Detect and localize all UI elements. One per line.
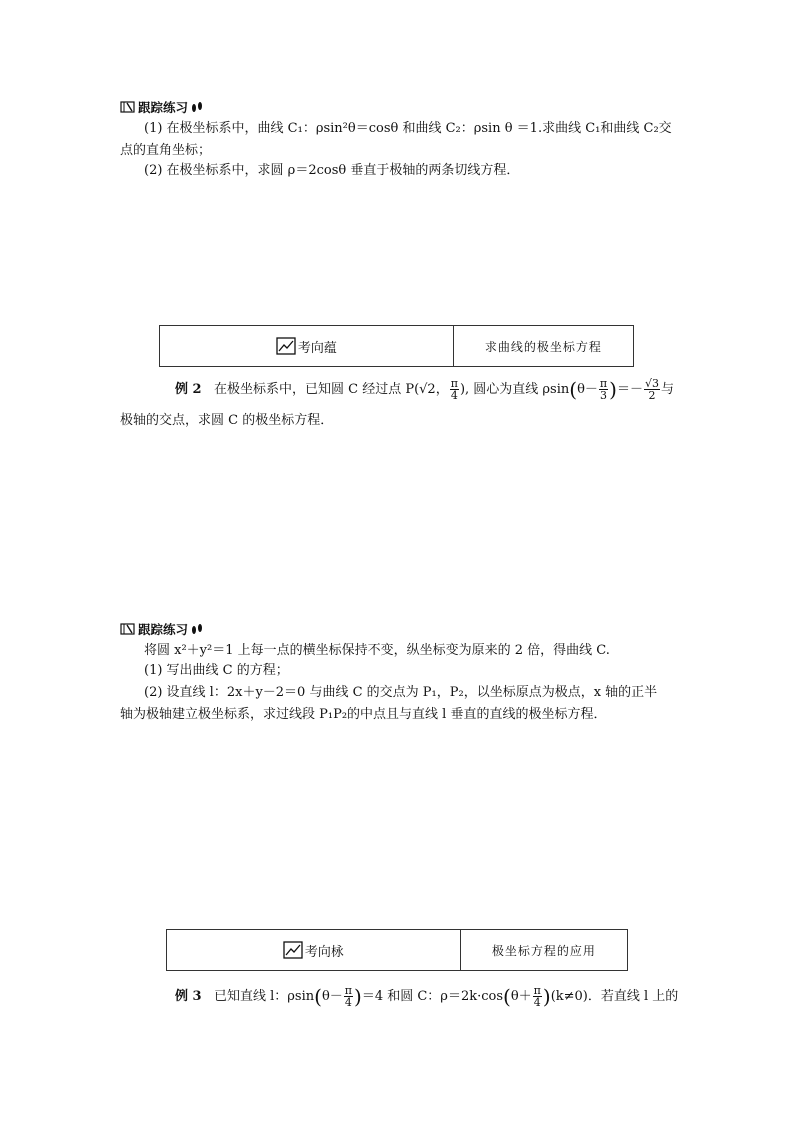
example3-label: 例 3	[175, 989, 202, 1004]
topic-box-2-title: 极坐标方程的应用	[491, 943, 596, 958]
topic-box-2-label: 考向栐	[304, 944, 344, 960]
theta-plus: θ＋	[510, 989, 532, 1004]
example2-text-c: ＝－	[616, 382, 643, 397]
example2-text-b: ), 圆心为直线 ρsin	[459, 382, 570, 397]
section1-q1: (1) 在极坐标系中，曲线 C₁：ρsin²θ＝cosθ 和曲线 C₂：ρsin θ ＝1.求曲线 C₁和曲线 C₂交	[144, 121, 672, 136]
example2-cont: 极轴的交点，求圆 C 的极坐标方程．	[120, 413, 334, 428]
example3-line1: 例 3 已知直线 l：ρsin(θ－ $\frac{\pi}{4}$ )＝4 和圆 C：ρ＝2k·cos(θ＋ $\frac{\pi}{4}$ )(k≠0)．若直线 l 上的	[175, 984, 679, 1009]
frac-pi-over-4: $\frac{\pi}{4}$	[344, 984, 352, 1009]
example2-text-a: 在极坐标系中，已知圆 C 经过点 P(√2，	[213, 382, 449, 397]
example2-line1: 例 2 在极坐标系中，已知圆 C 经过点 P(√2， $\frac{\pi}{4}$ ), 圆心为直线 ρsin(θ－ $\frac{\pi}{3}$ )＝－ $\frac{√3}{2}$ 与	[175, 377, 674, 402]
footprints-icon	[190, 622, 204, 636]
section1-q2: (2) 在极坐标系中，求圆 ρ＝2cosθ 垂直于极轴的两条切线方程．	[144, 163, 520, 178]
topic-box-1-label: 考向蕴	[297, 340, 337, 356]
frac-pi-over-4-b: $\frac{\pi}{4}$	[533, 984, 541, 1009]
frac-pi-over-4: $\frac{\pi}{4}$	[450, 377, 458, 402]
footprints-icon	[190, 100, 204, 114]
example2-text-d: 与	[660, 382, 674, 397]
example3-text-a: 已知直线 l：ρsin	[213, 989, 315, 1004]
section2-q1: (1) 写出曲线 C 的方程；	[144, 663, 289, 678]
example3-text-c: (k≠0)．若直线 l 上的	[550, 989, 679, 1004]
section2-heading-text: 跟踪练习	[138, 622, 189, 637]
section1-q1-cont: 点的直角坐标；	[120, 143, 212, 158]
frac-pi-over-3: $\frac{\pi}{3}$	[599, 377, 608, 402]
notebook-icon	[120, 622, 136, 636]
theta-minus: θ－	[577, 382, 598, 397]
notebook-icon	[120, 100, 136, 114]
example2-label: 例 2	[175, 382, 202, 397]
section2-q2-cont: 轴为极轴建立极坐标系，求过线段 P₁P₂的中点且与直线 l 垂直的直线的极坐标方程．	[120, 707, 607, 722]
section1-heading-text: 跟踪练习	[138, 100, 189, 115]
section2-q2: (2) 设直线 l：2x＋y－2＝0 与曲线 C 的交点为 P₁，P₂，以坐标原点为极点，x 轴的正半	[144, 685, 658, 700]
section2-intro: 将圆 x²＋y²＝1 上每一点的横坐标保持不变，纵坐标变为原来的 2 倍，得曲线 C.	[144, 643, 610, 658]
topic-box-1	[159, 325, 634, 367]
example3-text-b: ＝4 和圆 C：ρ＝2k·cos	[361, 989, 503, 1004]
trend-chart-icon	[276, 337, 296, 355]
frac-sqrt3-over-2: $\frac{√3}{2}$	[644, 377, 659, 402]
section2-heading	[120, 620, 204, 638]
section1-heading	[120, 98, 204, 116]
topic-box-2-left	[167, 930, 461, 970]
topic-box-2	[166, 929, 628, 971]
topic-box-1-title: 求曲线的极坐标方程	[484, 339, 602, 354]
theta-minus: θ－	[321, 989, 343, 1004]
trend-chart-icon	[283, 941, 303, 959]
topic-box-1-left	[160, 326, 454, 366]
